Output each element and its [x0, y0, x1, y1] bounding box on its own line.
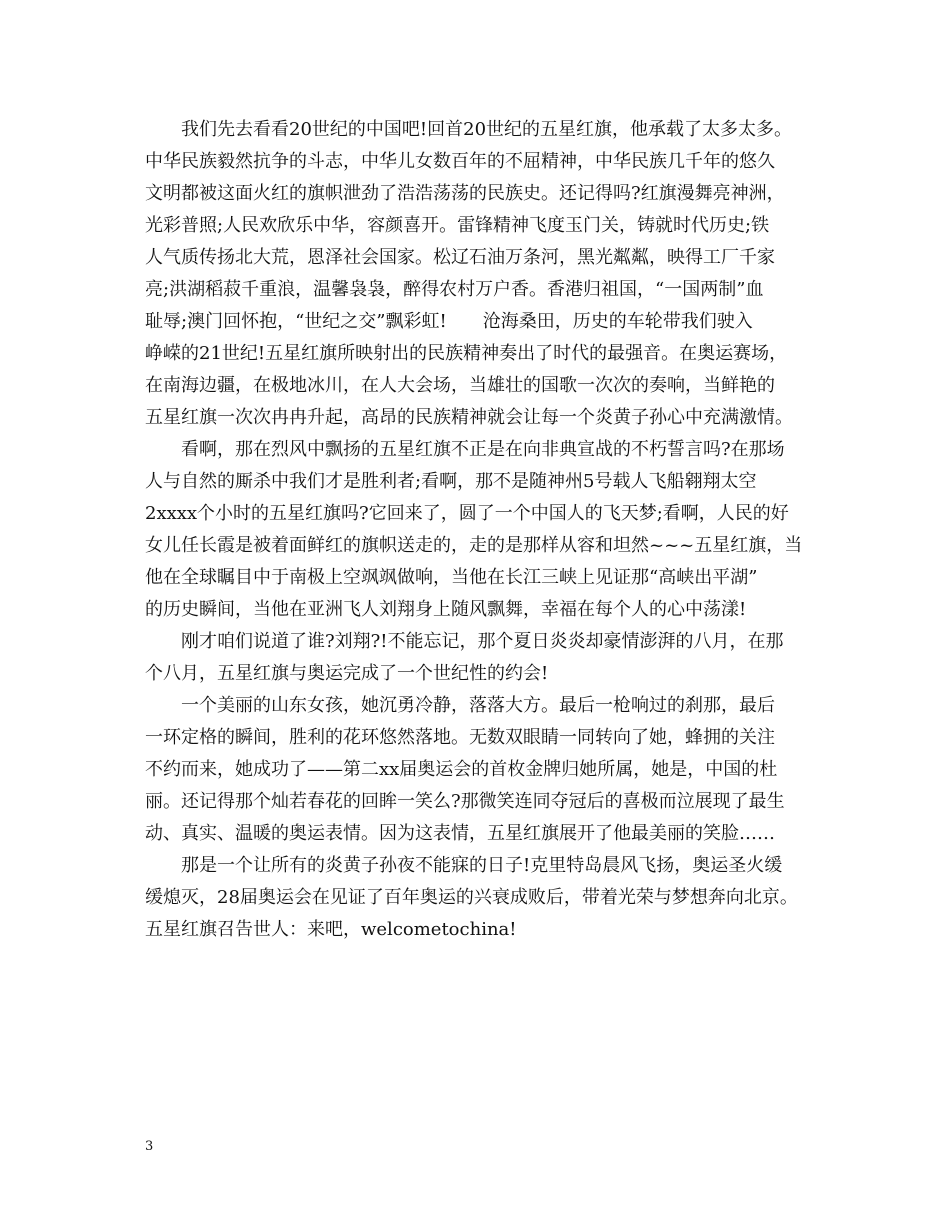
body-text-line: 看啊，那在烈风中飘扬的五星红旗不正是在向非典宣战的不朽誓言吗?在那场 [145, 439, 785, 460]
body-text-line: 耻辱;澳门回怀抱，“世纪之交”飘彩虹! 沧海桑田，历史的车轮带我们驶入 [145, 311, 753, 332]
body-text-line: 一个美丽的山东女孩，她沉勇冷静，落落大方。最后一枪响过的刹那，最后 [145, 695, 775, 716]
body-text-line: 人与自然的厮杀中我们才是胜利者;看啊，那不是随神州5号载人飞船翱翔太空 [145, 471, 757, 492]
body-text-line: 2xxxx个小时的五星红旗吗?它回来了，圆了一个中国人的飞天梦;看啊，人民的好 [145, 503, 789, 524]
body-text-line: 我们先去看看20世纪的中国吧!回首20世纪的五星红旗，他承载了太多太多。 [145, 119, 793, 140]
body-text-line: 峥嵘的21世纪!五星红旗所映射出的民族精神奏出了时代的最强音。在奥运赛场， [145, 343, 788, 364]
body-text-line: 的历史瞬间，当他在亚洲飞人刘翔身上随风飘舞，幸福在每个人的心中荡漾! [145, 599, 747, 620]
body-text-line: 丽。还记得那个灿若春花的回眸一笑么?那微笑连同夺冠后的喜极而泣展现了最生 [145, 791, 785, 812]
body-text-line: 不约而来，她成功了——第二xx届奥运会的首枚金牌归她所属，她是，中国的杜 [145, 759, 778, 780]
body-text-line: 他在全球瞩目中于南极上空飒飒做响，当他在长江三峡上见证那“高峡出平湖” [145, 567, 758, 588]
body-text-line: 在南海边疆，在极地冰川，在人大会场，当雄壮的国歌一次次的奏响，当鲜艳的 [145, 375, 775, 396]
body-text-line: 光彩普照;人民欢欣乐中华，容颜喜开。雷锋精神飞度玉门关，铸就时代历史;铁 [145, 215, 770, 236]
body-text-line: 动、真实、温暖的奥运表情。因为这表情，五星红旗展开了他最美丽的笑脸…… [145, 823, 775, 844]
body-text-line: 人气质传扬北大荒，恩泽社会国家。松辽石油万条河，黑光粼粼，映得工厂千家 [145, 247, 775, 268]
body-text-line: 文明都被这面火红的旗帜泄劲了浩浩荡荡的民族史。还记得吗?红旗漫舞亮神洲， [145, 183, 785, 204]
body-text-line: 五星红旗一次次冉冉升起，高昂的民族精神就会让每一个炎黄子孙心中充满激情。 [145, 407, 793, 428]
body-text-line: 那是一个让所有的炎黄子孙夜不能寐的日子!克里特岛晨风飞扬，奥运圣火缓 [145, 855, 783, 876]
body-text-line: 缓熄灭，28届奥运会在见证了百年奥运的兴衰成败后，带着光荣与梦想奔向北京。 [145, 887, 798, 908]
body-text-line: 一环定格的瞬间，胜利的花环悠然落地。无数双眼睛一同转向了她，蜂拥的关注 [145, 727, 775, 748]
body-text-line: 刚才咱们说道了谁?刘翔?!不能忘记，那个夏日炎炎却豪情澎湃的八月，在那 [145, 631, 784, 652]
body-text-line: 中华民族毅然抗争的斗志，中华儿女数百年的不屈精神，中华民族几千年的悠久 [145, 151, 775, 172]
body-text-line: 五星红旗召告世人：来吧，welcometochina! [145, 919, 517, 940]
body-text-line: 亮;洪湖稻菽千重浪，温馨袅袅，醉得农村万户香。香港归祖国，“一国两制”血 [145, 279, 764, 300]
page-number: 3 [145, 1139, 154, 1154]
body-text-line: 女儿任长霞是被着面鲜红的旗帜送走的，走的是那样从容和坦然~~~五星红旗，当 [145, 535, 803, 556]
body-text-line: 个八月，五星红旗与奥运完成了一个世纪性的约会! [145, 663, 549, 684]
